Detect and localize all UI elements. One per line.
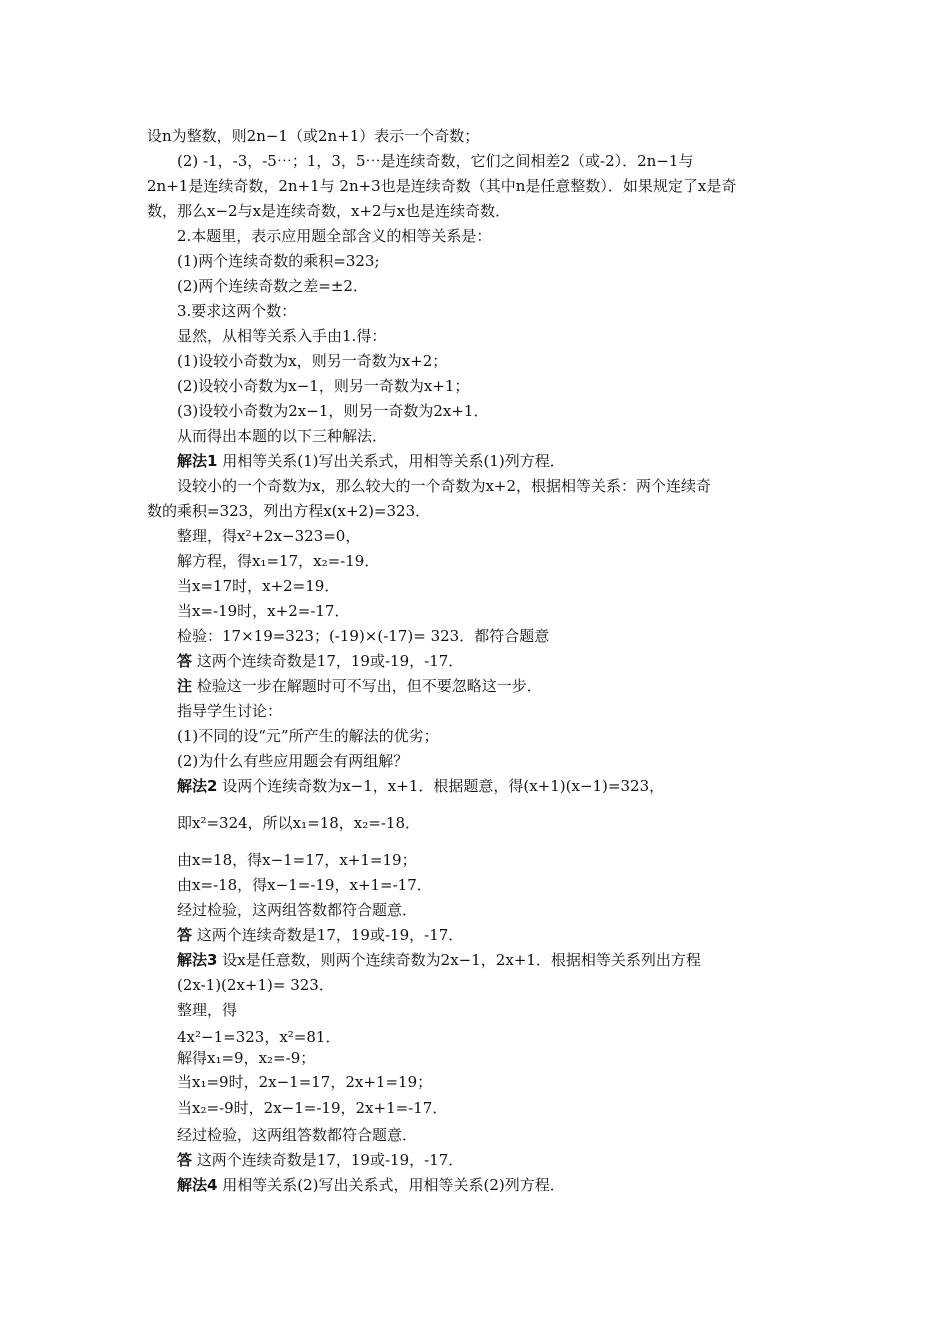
text-line: (1)不同的设“元”所产生的解法的优劣；	[177, 727, 439, 745]
text-line: 当x=-19时，x+2=-17．	[177, 602, 350, 620]
text-line: 解方程，得x₁=17，x₂=-19．	[177, 552, 380, 570]
text-line: 从而得出本题的以下三种解法．	[177, 427, 388, 445]
text-line: 整理，得x²+2x−323=0，	[177, 527, 361, 545]
text-line: 注 检验这一步在解题时可不写出，但不要忽略这一步．	[177, 677, 542, 695]
text-line: 数的乘积=323，列出方程x(x+2)=323．	[147, 502, 431, 520]
text-line: 即x²=324，所以x₁=18，x₂=-18．	[177, 814, 420, 832]
method-label: 解法4	[177, 1176, 218, 1194]
answer-label: 答	[177, 652, 193, 670]
text-line: (1)两个连续奇数的乘积=323;	[177, 252, 380, 270]
text-line: 解法1 用相等关系(1)写出关系式，用相等关系(1)列方程．	[177, 452, 565, 470]
text-line: 整理，得	[177, 1001, 238, 1019]
method-label: 解法3	[177, 951, 218, 969]
text-line: 解得x₁=9，x₂=-9；	[177, 1049, 316, 1067]
text-line: (3)设较小奇数为2x−1，则另一奇数为2x+1．	[177, 402, 489, 420]
note-label: 注	[177, 677, 193, 695]
text-line: 显然，从相等关系入手由1.得：	[177, 327, 387, 345]
text-line: 当x=17时，x+2=19．	[177, 577, 340, 595]
text-line: 设n为整数，则2n−1（或2n+1）表示一个奇数；	[147, 127, 480, 145]
text-line: 解法2 设两个连续奇数为x−1，x+1．根据题意，得(x+1)(x−1)=323，	[177, 777, 665, 795]
text-line: (2) -1，-3，-5⋯；1，3，5⋯是连续奇数，它们之间相差2（或-2）．2n−1与	[177, 152, 694, 170]
text-line: 解法3 设x是任意数，则两个连续奇数为2x−1，2x+1．根据相等关系列出方程	[177, 951, 701, 969]
text-line: 设较小的一个奇数为x，那么较大的一个奇数为x+2，根据相等关系：两个连续奇	[177, 477, 712, 495]
text-line: 指导学生讨论：	[177, 702, 283, 720]
text-line: 经过检验，这两组答数都符合题意．	[177, 901, 418, 919]
text-line: 当x₂=-9时，2x−1=-19，2x+1=-17．	[177, 1099, 448, 1117]
text-line: 当x₁=9时，2x−1=17，2x+1=19；	[177, 1073, 433, 1091]
text-line: 2.本题里，表示应用题全部含义的相等关系是：	[177, 227, 492, 245]
method-label: 解法2	[177, 777, 218, 795]
text-line: 答 这两个连续奇数是17，19或-19，-17．	[177, 652, 464, 670]
text-line: (1)设较小奇数为x，则另一奇数为x+2；	[177, 352, 448, 370]
text-line: (2)设较小奇数为x−1，则另一奇数为x+1；	[177, 377, 470, 395]
text-line: 检验：17×19=323；(-19)×(-17)= 323．都符合题意	[177, 627, 550, 645]
text-line: (2x-1)(2x+1)= 323．	[177, 976, 334, 994]
answer-label: 答	[177, 1151, 193, 1169]
text-line: 由x=-18，得x−1=-19，x+1=-17．	[177, 876, 432, 894]
text-line: 答 这两个连续奇数是17，19或-19，-17．	[177, 926, 464, 944]
text-line: 4x²−1=323，x²=81．	[177, 1028, 341, 1046]
text-line: 2n+1是连续奇数，2n+1与 2n+3也是连续奇数（其中n是任意整数）．如果规定了x是奇	[147, 177, 737, 195]
text-line: 答 这两个连续奇数是17，19或-19，-17．	[177, 1151, 464, 1169]
text-line: 由x=18，得x−1=17，x+1=19；	[177, 851, 417, 869]
text-line: (2)两个连续奇数之差=±2．	[177, 277, 368, 295]
answer-label: 答	[177, 926, 193, 944]
method-label: 解法1	[177, 452, 218, 470]
text-line: (2)为什么有些应用题会有两组解？	[177, 752, 409, 770]
text-line: 解法4 用相等关系(2)写出关系式，用相等关系(2)列方程．	[177, 1176, 565, 1194]
text-line: 3.要求这两个数：	[177, 302, 297, 320]
text-line: 数，那么x−2与x是连续奇数，x+2与x也是连续奇数．	[147, 202, 511, 220]
text-line: 经过检验，这两组答数都符合题意．	[177, 1126, 418, 1144]
